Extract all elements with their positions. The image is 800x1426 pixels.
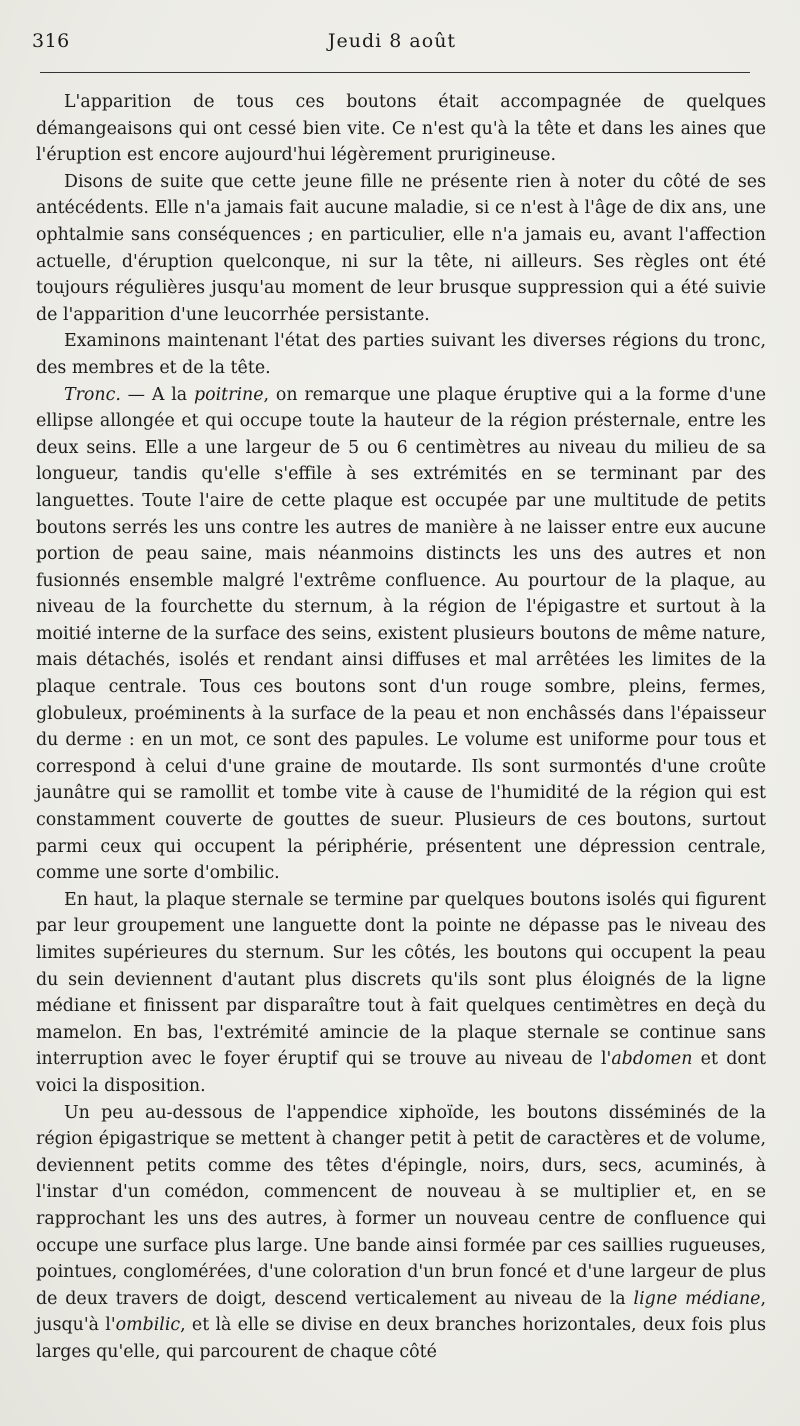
header-rule — [40, 72, 750, 73]
paragraph-text: et dont voici la disposition. — [36, 1049, 766, 1096]
paragraph-text: L'apparition de tous ces boutons était accompagnée de quelques démangeaisons qui ont cessé bien vite. Ce n'est qu'à la tête et dans les aines que l'éruption est encore aujourd'hui légèrement prurigineuse. — [36, 92, 766, 166]
running-title: Jeudi 8 août — [327, 30, 457, 52]
page-header — [32, 30, 752, 60]
paragraph — [36, 1100, 766, 1366]
italic-term: abdomen — [611, 1049, 693, 1070]
section-lead: Tronc. — [64, 384, 121, 405]
paragraph — [36, 328, 766, 381]
paragraph-text: En haut, la plaque sternale se termine par quelques boutons isolés qui figurent par leur groupement une languette dont la pointe ne dépasse pas le niveau des limites supérieures du sternum. Sur les côtés, les boutons qui occupent la peau du sein deviennent d'autant plus discrets qu'ils sont plus éloignés de la ligne médiane et finissent par disparaître tout à fait quelques centimètres en deçà du mamelon. En bas, l'extrémité amincie de la plaque sternale se continue sans interruption avec le foyer éruptif qui se trouve au niveau de l' — [36, 889, 766, 1070]
paragraph-text: , jusqu'à l' — [36, 1288, 767, 1336]
paragraph-text: Un peu au-dessous de l'appendice xiphoïde, les boutons disséminés de la région épigastrique se mettent à changer petit à petit de caractères et de volume, deviennent petits comme des têtes d'épingle, noirs, durs, secs, acuminés, à l'instar d'un comédon, commencent de nouveau à se multiplier et, en se rapprochant les uns des autres, à former un nouveau centre de confluence qui occupe une surface plus large. Une bande ainsi formée par ces saillies rugueuses, pointues, conglomérées, d'une coloration d'un brun foncé et d'une largeur de plus de deux travers de doigt, descend verticalement au niveau de la — [36, 1102, 766, 1309]
page-number: 316 — [32, 30, 70, 52]
paragraph-text: Examinons maintenant l'état des parties suivant les diverses régions du tronc, des membres et de la tête. — [36, 331, 766, 378]
paragraph — [36, 169, 766, 329]
paragraph-text: , et là elle se divise en deux branches horizontales, deux fois plus larges qu'elle, qui parcourent de chaque côté — [36, 1315, 766, 1362]
paragraph — [36, 887, 766, 1100]
paragraph — [36, 89, 766, 169]
paragraph — [36, 382, 766, 887]
italic-term: ligne médiane — [633, 1288, 761, 1309]
paragraph-text: Disons de suite que cette jeune fille ne présente rien à noter du côté de ses antécédents. Elle n'a jamais fait aucune maladie, si ce n'est à l'âge de dix ans, une ophtalmie sans conséquences ; en particulier, elle n'a jamais eu, avant l'affection actuelle, d'éruption quelconque, ni sur la tête, ni ailleurs. Ses règles ont été toujours régulières jusqu'au moment de leur brusque suppression qui a été suivie de l'apparition d'une leucorrhée persistante. — [36, 171, 766, 325]
italic-term: ombilic — [115, 1315, 181, 1336]
body-text — [36, 89, 766, 1366]
italic-term: poitrine — [193, 384, 264, 405]
paragraph-text: , on remarque une plaque éruptive qui a la forme d'une ellipse allongée et qui occupe toute la hauteur de la région présternale, entre les deux seins. Elle a une largeur de 5 ou 6 centimètres au niveau du milieu de sa longueur, tandis qu'elle s'effile à ses extrémités en se terminant par des languettes. Toute l'aire de cette plaque est occupée par une multitude de petits boutons serrés les uns contre les autres de manière à ne laisser entre eux aucune portion de peau saine, mais néanmoins distincts les uns des autres et non fusionnés ensemble malgré l'extrême confluence. Au pourtour de la plaque, au niveau de la fourchette du sternum, à la région de l'épigastre et surtout à la moitié interne de la surface des seins, existent plusieurs boutons de même nature, mais détachés, isolés et rendant ainsi diffuses et mal arrêtées les limites de la plaque centrale. Tous ces boutons sont d'un rouge sombre, pleins, fermes, globuleux, proéminents à la surface de la peau et non enchâssés dans l'épaisseur du derme : en un mot, ce sont des papules. Le volume est uniforme pour tous et correspond à celui d'une graine de moutarde. Ils sont surmontés d'une croûte jaunâtre qui se ramollit et tombe vite à cause de l'humidité de la région qui est constamment couverte de gouttes de sueur. Plusieurs de ces boutons, surtout parmi ceux qui occupent la périphérie, présentent une dépression centrale, comme une sorte d'ombilic. — [36, 384, 766, 884]
paragraph-text: — A la — [120, 384, 194, 405]
